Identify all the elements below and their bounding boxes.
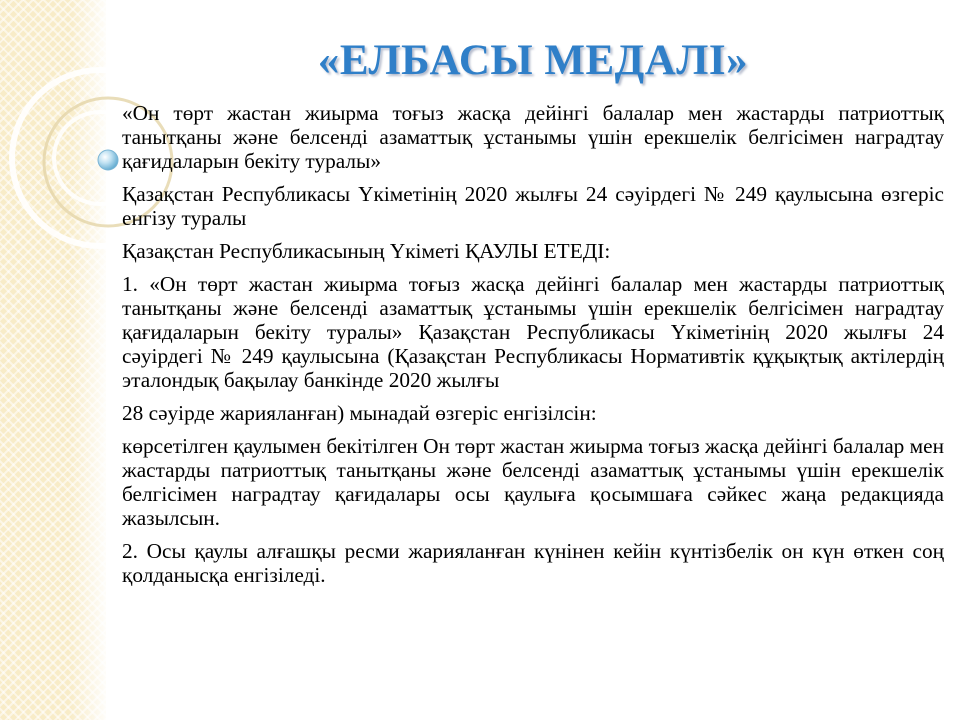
paragraph-document-title: «Он төрт жастан жиырма тоғыз жасқа дейінгі балалар мен жастарды патриоттық танытқаны және белсенді азаматтық ұстанымы үшін ерекшелік белгісімен наградтау қағидаларын бекіту туралы» xyxy=(122,101,944,173)
paragraph-clause-1-continued: 28 сәуірде жарияланған) мынадай өзгеріс енгізілсін: xyxy=(122,401,597,425)
decor-bead-icon xyxy=(98,150,118,170)
paragraph-clause-1: 1. «Он төрт жастан жиырма тоғыз жасқа дейінгі балалар мен жастарды патриоттық танытқаны және белсенді азаматтық ұстанымы үшін ерекшелік белгісімен наградтау қағидаларын бекіту туралы» Қазақстан Республикасы Үкіметінің 2020 жылғы 24 сәуірдегі № 249 қаулысына (Қазақстан Республикасы Нормативтік құқықтық актілердің эталондық бақылау банкінде 2020 жылғы xyxy=(122,272,944,392)
paragraph-clause-1-amendment: көрсетілген қаулымен бекітілген Он төрт жастан жиырма тоғыз жасқа дейінгі балалар мен жастарды патриоттық танытқаны және белсенді азаматтық ұстанымы үшін ерекшелік белгісімен наградтау қағидалары осы қаулыға қосымшаға сәйкес жаңа редакцияда жазылсын. xyxy=(122,434,944,530)
slide-title: «ЕЛБАСЫ МЕДАЛІ» xyxy=(317,37,749,84)
slide-body xyxy=(122,101,944,596)
paragraph-clause-2: 2. Осы қаулы алғашқы ресми жарияланған күнінен кейін күнтізбелік он күн өткен соң қолданысқа енгізіледі. xyxy=(122,539,944,587)
paragraph-resolution-intro: Қазақстан Республикасының Үкіметі ҚАУЛЫ ЕТЕДІ: xyxy=(122,239,611,263)
paragraph-amendment-title: Қазақстан Республикасы Үкіметінің 2020 жылғы 24 сәуірдегі № 249 қаулысына өзгеріс енгізу туралы xyxy=(122,182,944,230)
